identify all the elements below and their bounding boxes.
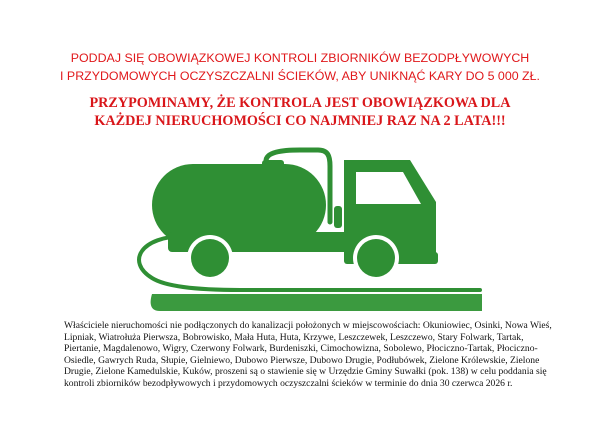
headline-reminder: PRZYPOMINAMY, ŻE KONTROLA JEST OBOWIĄZKOWA DLA KAŻDEJ NIERUCHOMOŚCI CO NAJMNIEJ RAZ NA 2 LATA!!! <box>89 95 511 129</box>
headline-warning: PODDAJ SIĘ OBOWIĄZKOWEJ KONTROLI ZBIORNIKÓW BEZODPŁYWOWYCH I PRZYDOMOWYCH OCZYSZCZALNI ŚCIEKÓW, ABY UNIKNĄĆ KARY DO 5 000 ZŁ. <box>60 51 540 83</box>
body-announcement: Właściciele nieruchomości nie podłączonych do kanalizacji położonych w miejscowościach: Okuniowiec, Osinki, Nowa Wieś, Lipniak, Wiatrołuża Pierwsza, Bobrowisko, Mała Huta, Huta, Krzywe, Leszczewek, Leszczewo, Stary Folwark, Tartak, Piertanie, Magdalenowo, Wigry, Czerwony Folwark, Burdeniszki, Cimochowizna, Sobolewo, Płociczno-Tartak, Płociczno-Osiedle, Gawrych Ruda, Słupie, Gielniewo, Dubowo Pierwsze, Dubowo Drugie, Podłubówek, Zielone Królewskie, Zielone Drugie, Zielone Kamedulskie, Kuków, proszeni są o stawienie się w Urzędzie Gminy Suwałki (pok. 138) w celu poddania się kontroli zbiorników bezodpływowych i przydomowych oczyszczalni ścieków w terminie do dnia 30 czerwca 2026 r. <box>64 320 552 389</box>
ground-shape <box>151 294 482 311</box>
tank-valve <box>334 206 342 228</box>
